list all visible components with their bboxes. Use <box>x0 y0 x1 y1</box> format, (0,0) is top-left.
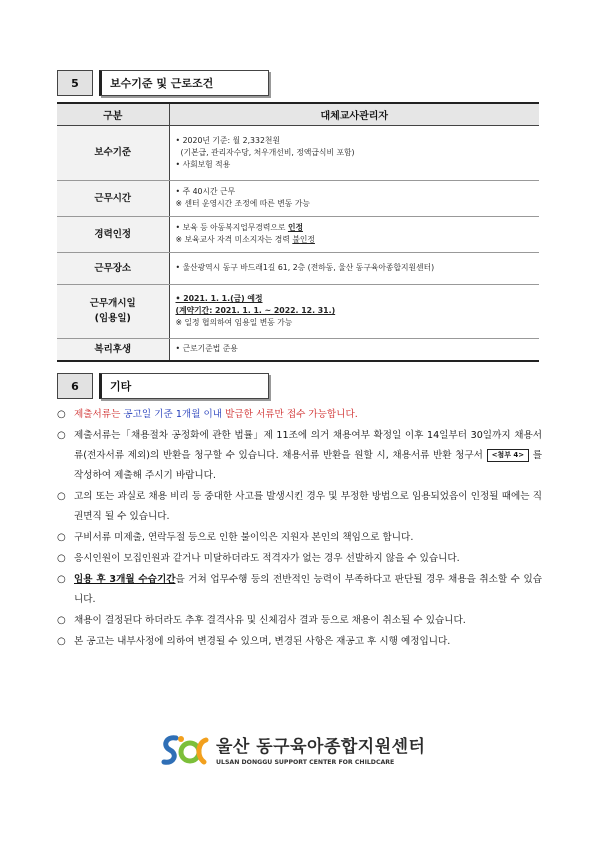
value-line: • 울산광역시 동구 바드래1길 61, 2층 (전하동, 울산 동구육아종합지원센터) <box>175 263 435 272</box>
center-logo <box>160 732 430 770</box>
table-row <box>57 338 539 361</box>
item-highlight: 공고일 기준 1개월 이내 <box>123 409 223 420</box>
row-label: 근무시간 <box>57 180 169 216</box>
row-value <box>169 252 539 284</box>
list-item <box>57 426 542 486</box>
row-label <box>57 284 169 338</box>
value-line: • 2020년 기준: 월 2,332천원 <box>175 135 280 145</box>
value-line: ※ 센터 운영시간 조정에 따른 변동 가능 <box>175 199 310 208</box>
row-label: 근무장소 <box>57 252 169 284</box>
row-label-line: (임용일) <box>94 313 131 324</box>
value-text: • 보육 등 아동복지업무경력으로 <box>175 223 288 232</box>
item-text-part: 제출서류는「채용절차 공정화에 관한 법률」제 11조에 의거 채용여부 확정일 이후 14일부터 30일까지 채용서류(전자서류 제외)의 반환을 청구할 수 있습니다. 채용서류 반환을 원할 시, 채용서류 반환 청구서 <box>74 430 542 461</box>
list-item <box>57 405 542 425</box>
item-text-part: 를 작성하여 제출해 주시기 바랍니다. <box>74 450 542 481</box>
circle-bullet-icon: ○ <box>57 409 66 420</box>
value-line <box>176 234 534 246</box>
item-text: 채용이 결정된다 하더라도 추후 결격사유 및 신체검사 결과 등으로 채용이 취소될 수 있습니다. <box>74 615 466 626</box>
item-text: 응시인원이 모집인원과 같거나 미달하더라도 적격자가 없는 경우 선발하지 않을 수 있습니다. <box>74 553 460 564</box>
section-number: 5 <box>57 70 93 96</box>
circle-bullet-icon: ○ <box>57 636 66 647</box>
table-row <box>57 284 539 338</box>
item-text-part: 제출서류는 <box>74 409 124 420</box>
item-text: 구비서류 미제출, 연락두절 등으로 인한 불이익은 지원자 본인의 책임으로 합니다. <box>74 532 414 543</box>
center-emblem-icon <box>160 732 214 770</box>
logo-name-english: ULSAN DONGGU SUPPORT CENTER FOR CHILDCARE <box>216 759 395 766</box>
value-line: • 2021. 1. 1.(금) 예정 <box>175 294 263 303</box>
row-label-line: 근무개시일 <box>89 298 136 309</box>
row-value <box>169 284 539 338</box>
circle-bullet-icon: ○ <box>57 615 66 626</box>
item-text <box>74 405 542 425</box>
value-line: ※ 일정 협의하여 임용일 변동 가능 <box>175 318 293 327</box>
list-item <box>57 570 542 610</box>
item-text <box>74 426 542 486</box>
row-label: 보수기준 <box>57 125 169 180</box>
table-row <box>57 125 539 180</box>
table-header-category: 구분 <box>57 103 169 125</box>
list-item <box>57 487 542 527</box>
item-text-part: 발급한 서류만 접수 가능합니다. <box>222 409 358 420</box>
row-value <box>169 216 539 252</box>
row-value <box>169 125 539 180</box>
value-text: ※ 보육교사 자격 미소지자는 경력 <box>175 235 293 244</box>
value-line: • 주 40시간 근무 <box>175 187 236 196</box>
list-item <box>57 611 542 631</box>
section-number: 6 <box>57 373 93 399</box>
logo-text <box>216 732 425 766</box>
table-header-row <box>57 103 539 125</box>
circle-bullet-icon: ○ <box>57 491 66 502</box>
section-5-header <box>57 70 269 96</box>
value-line: (계약기간: 2021. 1. 1. ~ 2022. 12. 31.) <box>175 306 336 315</box>
notice-list <box>57 405 542 653</box>
item-text <box>74 570 542 610</box>
value-emphasis: 불인정 <box>292 235 315 244</box>
circle-bullet-icon: ○ <box>57 574 66 585</box>
list-item <box>57 632 542 652</box>
row-label: 경력인정 <box>57 216 169 252</box>
table-row <box>57 252 539 284</box>
circle-bullet-icon: ○ <box>57 553 66 564</box>
row-value <box>169 338 539 361</box>
item-text: 본 공고는 내부사정에 의하여 변경될 수 있으며, 변경된 사항은 재공고 후 시행 예정입니다. <box>74 636 451 647</box>
table-row <box>57 216 539 252</box>
logo-name-korean: 울산 동구육아종합지원센터 <box>216 737 426 757</box>
value-emphasis: 인정 <box>287 223 304 232</box>
value-line: (기본급, 관리자수당, 처우개선비, 정액급식비 포함) <box>180 147 355 157</box>
table-header-position: 대체교사관리자 <box>169 103 539 125</box>
table-row <box>57 180 539 216</box>
section-title: 보수기준 및 근로조건 <box>99 70 269 96</box>
circle-bullet-icon: ○ <box>57 532 66 543</box>
list-item <box>57 549 542 569</box>
list-item <box>57 528 542 548</box>
conditions-table <box>57 102 539 362</box>
row-value <box>169 180 539 216</box>
circle-bullet-icon: ○ <box>57 430 66 441</box>
section-title: 기타 <box>99 373 269 399</box>
value-line: • 사회보험 적용 <box>175 159 231 169</box>
value-line <box>176 222 534 234</box>
row-label: 복리후생 <box>57 338 169 361</box>
item-text-part: 을 거쳐 업무수행 등의 전반적인 능력이 부족하다고 판단될 경우 채용을 취소할 수 있습니다. <box>74 574 542 605</box>
item-text: 고의 또는 과실로 채용 비리 등 중대한 사고를 발생시킨 경우 및 부정한 방법으로 임용되었음이 인정될 때에는 직권면직 될 수 있습니다. <box>74 491 542 522</box>
item-highlight: 임용 후 3개월 수습기간 <box>74 574 176 585</box>
value-line: • 근로기준법 준용 <box>175 344 238 354</box>
section-6-header <box>57 373 269 399</box>
attachment-tag: <첨부 4> <box>487 449 530 462</box>
